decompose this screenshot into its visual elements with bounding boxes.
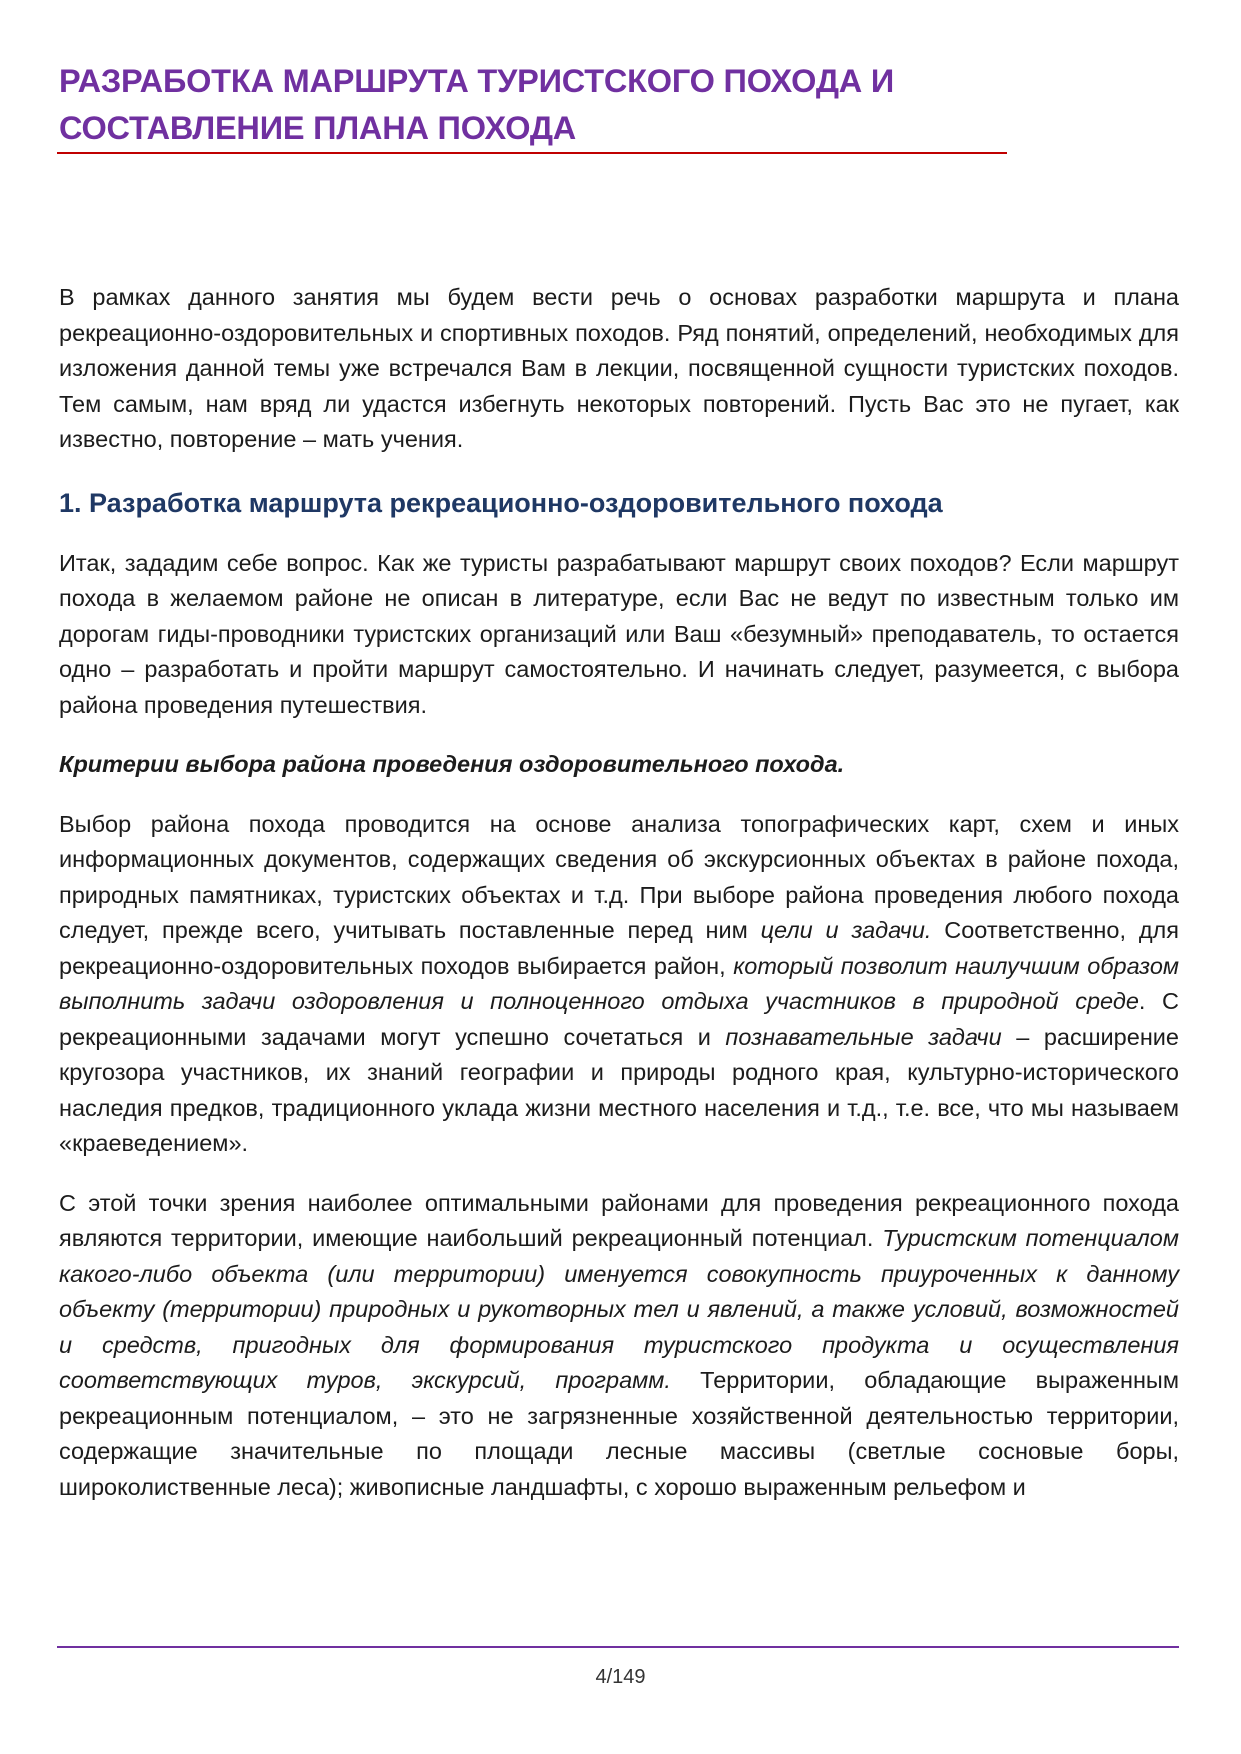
section-paragraph: Итак, зададим себе вопрос. Как же туристы разрабатывают маршрут своих походов? Если маршрут похода в желаемом районе не описан в литературе, если Вас не ведут по известным только им дорогам гиды-проводники туристских организаций или Ваш «безумный» преподаватель, то остается одно – разработать и пройти маршрут самостоятельно. И начинать следует, разумеется, с выбора района проведения путешествия. bbox=[59, 549, 1179, 718]
footer-divider bbox=[57, 1646, 1179, 1648]
text-run: Территории, обладающие выраженным рекреационным потенциалом, – это не загрязненные хозяйственной деятельностью территории, содержащие значительные по площади лесные массивы (светлые сосновые боры, широколиственные леса); живописные ландшафты, с хорошо выраженным рельефом и bbox=[59, 1367, 1179, 1500]
section-heading: 1. Разработка маршрута рекреационно-оздоровительного похода bbox=[59, 487, 943, 518]
italic-run: познавательные задачи bbox=[725, 1023, 1002, 1050]
italic-run: Туристским потенциалом какого-либо объекта (или территории) именуется совокупность приуроченных к данному объекту (территории) природных и рукотворных тел и явлений, а также условий, возможностей и средств, пригодных для формирования туристского продукта и осуществления соответствующих туров, экскурсий, программ. bbox=[59, 1225, 1179, 1393]
text-run: . С рекреационными задачами могут успешно сочетаться и bbox=[59, 988, 1180, 1050]
text-run: С этой точки зрения наиболее оптимальными районами для проведения рекреационного похода являются территории, имеющие наибольший рекреационный потенциал. bbox=[59, 1189, 1179, 1251]
criteria-heading: Критерии выбора района проведения оздоровительного похода. bbox=[59, 751, 845, 777]
italic-run: цели и задачи. bbox=[760, 917, 932, 943]
text-run: Выбор района похода проводится на основе анализа топографических карт, схем и иных информационных документов, содержащих сведения об экскурсионных объектах в районе похода, природных памятниках, туристских объектах и т.д. При выборе района проведения любого похода следует, прежде всего, учитывать поставленные перед ним bbox=[59, 810, 1179, 943]
district-choice-paragraph bbox=[59, 807, 1179, 1162]
document-title-line2: СОСТАВЛЕНИЕ ПЛАНА ПОХОДА bbox=[59, 110, 577, 146]
document-body bbox=[59, 280, 1179, 1505]
document-title-line1: РАЗРАБОТКА МАРШРУТА ТУРИСТСКОГО ПОХОДА И bbox=[59, 63, 895, 99]
intro-paragraph: В рамках данного занятия мы будем вести речь о основах разработки маршрута и плана рекреационно-оздоровительных и спортивных походов. Ряд понятий, определений, необходимых для изложения данной темы уже встречался Вам в лекции, посвященной сущности туристских походов. Тем самым, нам вряд ли удастся избегнуть некоторых повторений. Пусть Вас это не пугает, как известно, повторение – мать учения. bbox=[59, 284, 1179, 452]
text-run: – расширение кругозора участников, их знаний географии и природы родного края, культурно-исторического наследия предков, традиционного уклада жизни местного населения и т.д., т.е. все, что мы называем «краеведением». bbox=[59, 1023, 1179, 1156]
page-number: 4/149 bbox=[595, 1666, 646, 1688]
text-run: Соответственно, для рекреационно-оздоровительных походов выбирается район, bbox=[59, 917, 1179, 979]
title-underline bbox=[57, 152, 1007, 154]
document-title bbox=[59, 58, 959, 152]
italic-run: который позволит наилучшим образом выполнить задачи оздоровления и полноценного отдыха участников в природной среде bbox=[59, 952, 1179, 1014]
potential-paragraph bbox=[59, 1186, 1179, 1506]
